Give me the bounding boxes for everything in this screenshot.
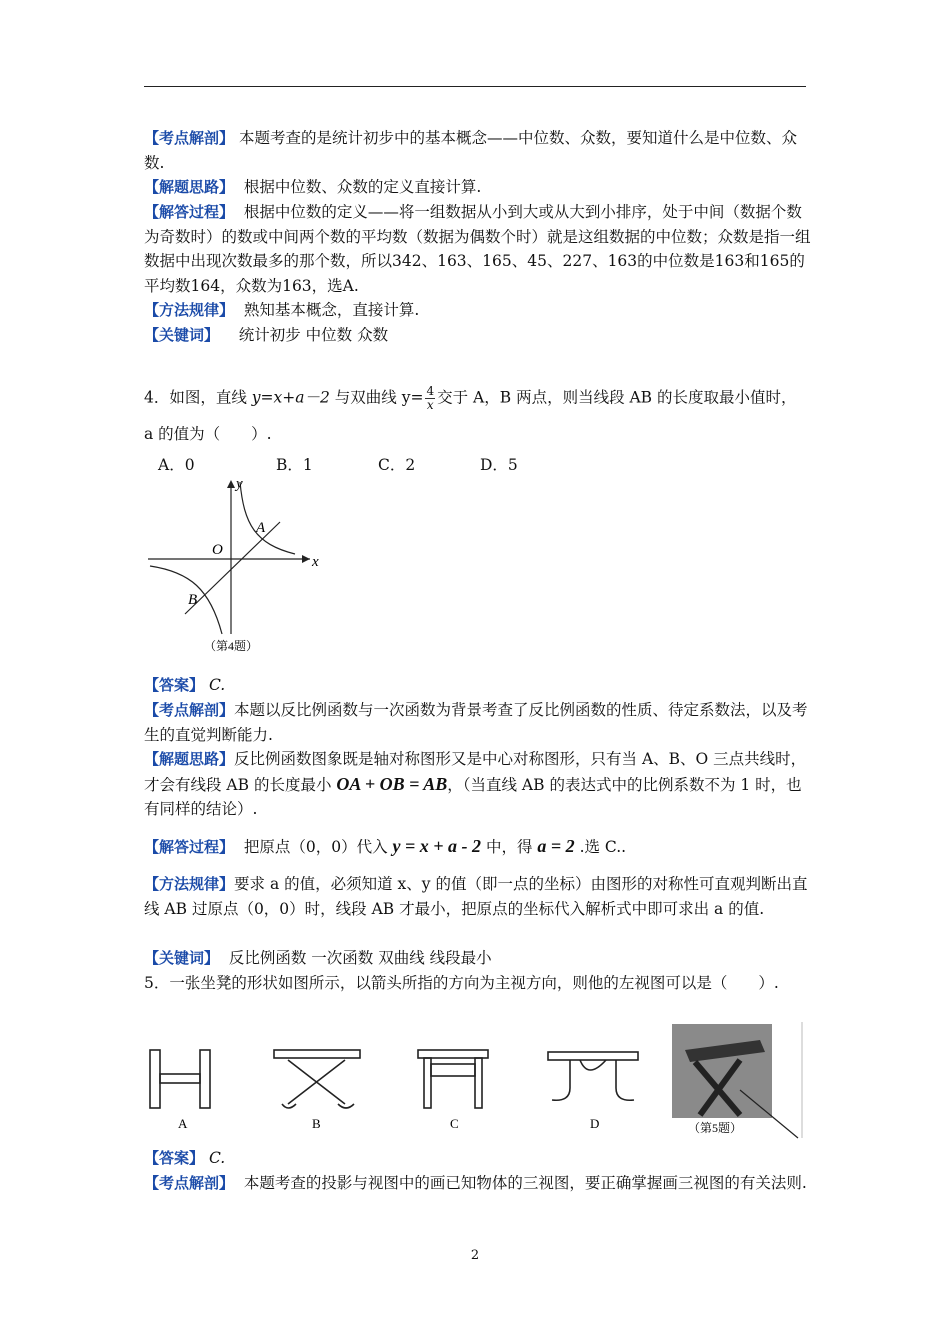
label-d: D	[590, 1116, 600, 1131]
q3-fangfa-text: 熟知基本概念，直接计算.	[243, 301, 420, 319]
q4-jieti-text-a: 反比例函数图象既是轴对称图形又是中心对称图形，只有当 A、B、O 三点共线时，才会有线段 AB 的长度最小	[144, 750, 807, 794]
hyperbola-branch-1	[240, 482, 295, 554]
q4-jieda-c: .选 C..	[574, 838, 627, 856]
q4-jieda	[144, 834, 812, 860]
label-c: C	[450, 1116, 459, 1131]
option-c-drawing	[418, 1050, 488, 1108]
header-rule	[144, 86, 806, 87]
q4-answer	[144, 673, 812, 698]
option-d-drawing	[548, 1052, 638, 1100]
x-arrow-icon	[302, 555, 310, 563]
tag-answer: 【答案】	[144, 1149, 205, 1167]
q4-jieda-a: 把原点（0，0）代入	[243, 838, 393, 856]
q4-stem-d: a 的值为（ ）.	[144, 425, 272, 443]
line-ab	[185, 522, 280, 614]
q4-option-a: A．0	[158, 456, 195, 474]
q4-stem	[144, 385, 812, 412]
q3-jieda-text: 根据中位数的定义——将一组数据从小到大或从大到小排序，处于中间（数据个数为奇数时）的数或中间两个数的平均数（数据为偶数个时）就是这组数据的中位数；众数是指一组数据中出现次数最多的那个数，所以342、163、165、45、227、163的中位数是163和165的平均数164，众数为163，选A.	[144, 203, 811, 295]
q4-option-d: D．5	[480, 456, 518, 474]
q4-kaodian	[144, 698, 812, 747]
q4-jieti	[144, 747, 812, 822]
q3-fangfa	[144, 298, 812, 323]
option-b-drawing	[274, 1050, 360, 1108]
label-a: A	[178, 1116, 188, 1131]
q3-guanjian-text: 统计初步 中位数 众数	[238, 326, 389, 344]
q4-guanjian-text: 反比例函数 一次函数 双曲线 线段最小	[228, 949, 492, 967]
q4-fraction	[425, 385, 435, 412]
q5-answer	[144, 1146, 812, 1171]
q4-answer-text: C.	[208, 676, 226, 694]
tag-fangfa: 【方法规律】	[144, 301, 235, 319]
q4-jieda-b: 中，得	[481, 838, 538, 856]
tag-answer: 【答案】	[144, 676, 205, 694]
tag-jieda: 【解答过程】	[144, 838, 235, 856]
q4-stem-line2	[144, 422, 812, 447]
q3-kaodian-text: 本题考查的是统计初步中的基本概念——中位数、众数，要知道什么是中位数、众数.	[144, 129, 797, 172]
q5-stem-text: 5．一张坐凳的形状如图所示，以箭头所指的方向为主视方向，则他的左视图可以是（ ）.	[144, 974, 779, 992]
label-b: B	[188, 592, 198, 608]
label-b: B	[312, 1116, 321, 1131]
label-o: O	[212, 542, 223, 558]
tag-fangfa: 【方法规律】	[144, 875, 235, 893]
q5-caption: （第5题）	[688, 1121, 743, 1135]
q4-stem-c: 交于 A，B 两点，则当线段 AB 的长度取最小值时，	[437, 388, 797, 407]
q4-option-b: B．1	[276, 456, 313, 474]
q4-frac-den: x	[426, 398, 434, 412]
label-y: y	[236, 476, 243, 492]
q5-answer-text: C.	[208, 1149, 226, 1167]
tag-guanjian: 【关键词】	[144, 326, 220, 344]
q5-figure	[140, 1020, 810, 1142]
q4-caption: （第4题）	[204, 639, 259, 653]
page-number: 2	[470, 1248, 480, 1263]
q4-stem-a: 4．如图，直线	[144, 388, 252, 407]
q4-stem-b: 与双曲线 y=	[329, 388, 424, 407]
q3-guanjian	[144, 323, 812, 348]
q4-jieti-formula: OA + OB = AB	[336, 773, 448, 794]
y-arrow-icon	[227, 480, 235, 488]
q4-option-c: C．2	[378, 456, 416, 474]
q5-kaodian-text: 本题考查的投影与视图中的画已知物体的三视图，要正确掌握画三视图的有关法则.	[243, 1174, 807, 1192]
q3-jieti	[144, 175, 812, 200]
tag-kaodian: 【考点解剖】	[144, 701, 235, 719]
q4-guanjian	[144, 946, 812, 971]
q4-fangfa	[144, 872, 812, 921]
tag-kaodian: 【考点解剖】	[144, 129, 235, 147]
option-a-drawing	[150, 1050, 210, 1108]
q3-jieti-text: 根据中位数、众数的定义直接计算.	[243, 178, 482, 196]
q4-frac-num: 4	[426, 384, 435, 398]
tag-guanjian: 【关键词】	[144, 949, 220, 967]
hyperbola-branch-2	[150, 566, 222, 634]
q4-jieda-eq2: a = 2	[537, 836, 575, 856]
q4-figure	[140, 474, 340, 660]
q4-fangfa-text: 要求 a 的值，必须知道 x、y 的值（即一点的坐标）由图形的对称性可直观判断出直线 AB 过原点（0，0）时，线段 AB 才最小，把原点的坐标代入解析式中即可求出 a 的值.	[144, 875, 808, 918]
tag-jieti: 【解题思路】	[144, 750, 235, 768]
q4-kaodian-text: 本题以反比例函数与一次函数为背景考查了反比例函数的性质、待定系数法，以及考生的直觉判断能力.	[144, 701, 808, 744]
q3-jieda	[144, 200, 812, 298]
q5-stem	[144, 971, 812, 996]
q3-kaodian	[144, 126, 812, 175]
tag-jieda: 【解答过程】	[144, 203, 235, 221]
label-a: A	[256, 520, 266, 536]
tag-jieti: 【解题思路】	[144, 178, 235, 196]
q5-kaodian	[144, 1171, 812, 1196]
tag-kaodian: 【考点解剖】	[144, 1174, 235, 1192]
q4-stem-eq: y=x+a－2	[251, 388, 330, 407]
label-x: x	[312, 554, 319, 570]
q4-jieda-eq: y = x + a - 2	[392, 836, 482, 856]
q4-jieti-text-b: ，（当直线 AB 的表达式中的比例系数不为 1 时，也有同样的结论）.	[144, 775, 802, 818]
